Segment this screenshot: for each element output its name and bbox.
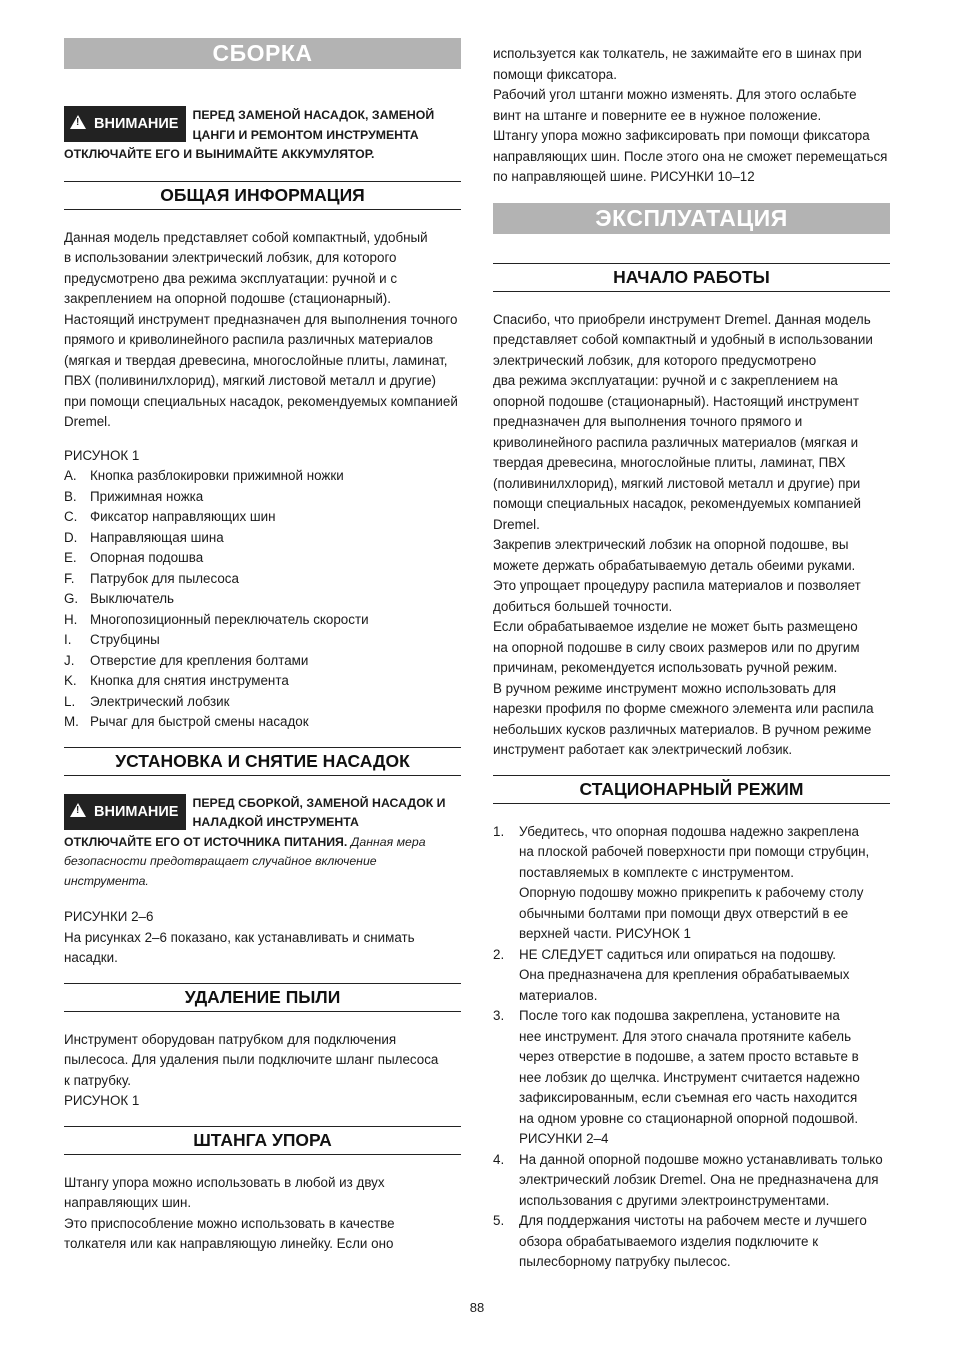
right-column bbox=[493, 44, 890, 1273]
left-column bbox=[64, 38, 461, 1255]
list-item: 2. НЕ СЛЕДУЕТ садиться или опираться на подошву. Она предназначена для крепления обрабатываемых материалов. bbox=[493, 946, 850, 1003]
text-line: Спасибо, что приобрели инструмент Dremel. Данная модель bbox=[493, 311, 871, 327]
list-item: J. Отверстие для крепления болтами bbox=[64, 652, 309, 668]
text-line: Настоящий инструмент предназначен для выполнения точного bbox=[64, 311, 458, 327]
section-heading-general: ОБЩАЯ ИНФОРМАЦИЯ bbox=[64, 181, 461, 210]
warning-line: НАЛАДКОЙ ИНСТРУМЕНТА bbox=[192, 815, 359, 829]
text-line: при помощи специальных насадок, рекомендуемых компанией bbox=[64, 393, 458, 409]
text-line: прямого и криволинейного распила различных материалов bbox=[64, 332, 433, 347]
text-line: в использовании электрический лобзик, для которого bbox=[64, 250, 397, 265]
text-line: насадки. bbox=[64, 950, 118, 965]
text-line: используется как толкатель, не зажимайте его в шинах при bbox=[493, 46, 862, 61]
text-line: два режима эксплуатации: ручной и с закреплением на bbox=[493, 373, 838, 388]
text-line: Данная модель представляет собой компактный, удобный bbox=[64, 229, 428, 245]
list-item: M. Рычаг для быстрой смены насадок bbox=[64, 714, 309, 729]
list-item: G. Выключатель bbox=[64, 591, 175, 606]
list-item: 3. После того как подошва закреплена, установите на нее инструмент. Для этого сначала протяните кабель через отверстие в подошве, а затем просто вставьте в нее лобзик до щелчка. Инструмент считается надежно зафиксированным, если съемная его часть находится на одном уровне со стационарной опорной подошвой. РИСУНКИ 2–4 bbox=[493, 1008, 860, 1146]
warning-line: ЦАНГИ И РЕМОНТОМ ИНСТРУМЕНТА bbox=[192, 127, 419, 142]
text-line: Штангу упора можно зафиксировать при помощи фиксатора bbox=[493, 128, 870, 143]
section-heading-install: УСТАНОВКА И СНЯТИЕ НАСАДОК bbox=[64, 747, 461, 776]
list-item: L. Электрический лобзик bbox=[64, 693, 230, 709]
figure-ref: РИСУНОК 1 bbox=[64, 447, 140, 463]
text-line: предназначен для выполнения точного прямого и bbox=[493, 414, 803, 429]
figure-ref: РИСУНКИ 2–6 bbox=[64, 909, 154, 924]
list-item: 5. Для поддержания чистоты на рабочем месте и лучшего обзора обрабатываемого изделия подключите к пылесборному патрубку пылесос. bbox=[493, 1213, 867, 1269]
text-line: Штангу упора можно использовать в любой из двух bbox=[64, 1174, 385, 1190]
text-line: электрический лобзик, для которого предусмотрено bbox=[493, 352, 817, 368]
section-heading-start: НАЧАЛО РАБОТЫ bbox=[493, 263, 890, 292]
page-number: 88 bbox=[469, 1300, 485, 1315]
list-item: I. Струбцины bbox=[64, 632, 160, 647]
text-line: направляющих шин. bbox=[64, 1195, 192, 1210]
text-line: толкателя или как направляющую линейку. Если оно bbox=[64, 1236, 394, 1251]
start-text bbox=[493, 310, 890, 761]
text-line: причинам, рекомендуется использовать ручной режим. bbox=[493, 660, 838, 675]
warning-triangle-icon bbox=[70, 115, 86, 129]
text-line: (мягкая и твердая древесина, многослойные плиты, ламинат, bbox=[64, 352, 448, 368]
list-item: 1. Убедитесь, что опорная подошва надежно закреплена на плоской рабочей поверхности при помощи струбцин, поставляемых в комплекте с инструментом. Опорную подошву можно прикрепить к рабочему столу обычными болтами при помощи двух отверстий в ее верхней части. РИСУНОК 1 bbox=[493, 823, 870, 941]
warning-line: инструмента. bbox=[64, 873, 149, 888]
warning-block-1 bbox=[64, 106, 461, 165]
warning-block-2 bbox=[64, 794, 461, 892]
warning-line: ПЕРЕД СБОРКОЙ, ЗАМЕНОЙ НАСАДОК И bbox=[192, 795, 446, 810]
list-item: D. Направляющая шина bbox=[64, 529, 224, 545]
text-line: пылесоса. Для удаления пыли подключите шланг пылесоса bbox=[64, 1052, 439, 1067]
figure-ref: РИСУНОК 1 bbox=[64, 1093, 140, 1108]
text-line: нарезки профиля по форме смежного элемента или распила bbox=[493, 701, 874, 716]
text-line: ПВХ (поливинилхлорид), мягкий листовой металл и другие) bbox=[64, 373, 436, 388]
text-line: твердая древесина, многослойные плиты, ламинат, ПВХ bbox=[493, 455, 846, 470]
warning-line: ОТКЛЮЧАЙТЕ ЕГО ОТ ИСТОЧНИКА ПИТАНИЯ. Данная мера bbox=[64, 834, 426, 849]
text-line: небольших кусков различных материалов. В ручном режиме bbox=[493, 721, 872, 737]
section-banner-operation: ЭКСПЛУАТАЦИЯ bbox=[493, 203, 890, 234]
text-line: Инструмент оборудован патрубком для подключения bbox=[64, 1031, 397, 1047]
section-heading-stationary: СТАЦИОНАРНЫЙ РЕЖИМ bbox=[493, 775, 890, 804]
text-line: помощи специальных насадок, рекомендуемых компанией bbox=[493, 496, 861, 511]
parts-list bbox=[64, 466, 461, 733]
text-line: к патрубку. bbox=[64, 1072, 132, 1088]
section-heading-bar: ШТАНГА УПОРА bbox=[64, 1126, 461, 1155]
text-line: Рабочий угол штанги можно изменять. Для этого ослабьте bbox=[493, 87, 857, 102]
text-line: помощи фиксатора. bbox=[493, 66, 617, 82]
list-item: B. Прижимная ножка bbox=[64, 488, 204, 504]
list-item: H. Многопозиционный переключатель скорости bbox=[64, 611, 369, 627]
text-line: Это приспособление можно использовать в качестве bbox=[64, 1215, 395, 1231]
warning-line: безопасности предотвращает случайное включение bbox=[64, 854, 377, 868]
steps-list bbox=[493, 822, 890, 1273]
text-line: на опорной подошве в силу своих размеров или по другим bbox=[493, 639, 860, 655]
text-line: винт на штанге и поверните ее в нужное положение. bbox=[493, 107, 822, 123]
text-line: по направляющей шине. РИСУНКИ 10–12 bbox=[493, 169, 755, 184]
text-line: направляющих шин. После этого она не сможет перемещаться bbox=[493, 148, 888, 164]
text-line: В ручном режиме инструмент можно использовать для bbox=[493, 680, 837, 696]
list-item: F. Патрубок для пылесоса bbox=[64, 570, 239, 586]
text-line: криволинейного распила различных материалов (мягкая и bbox=[493, 434, 859, 450]
warning-line: ПЕРЕД ЗАМЕНОЙ НАСАДОК, ЗАМЕНОЙ bbox=[192, 108, 435, 122]
text-line: закреплением на опорной подошве (стационарный). bbox=[64, 291, 391, 306]
text-line: можете держать обрабатываемую деталь обеими руками. bbox=[493, 557, 856, 573]
list-item: E. Опорная подошва bbox=[64, 550, 204, 565]
text-line: Dremel. bbox=[493, 516, 540, 532]
list-item: K. Кнопка для снятия инструмента bbox=[64, 673, 289, 688]
text-line: (поливинилхлорид), мягкий листовой металл и другие) при bbox=[493, 475, 861, 491]
list-item: A. Кнопка разблокировки прижимной ножки bbox=[64, 468, 344, 483]
warning-line: ОТКЛЮЧАЙТЕ ЕГО И ВЫНИМАЙТЕ АККУМУЛЯТОР. bbox=[64, 147, 375, 161]
text-line: добиться большей точности. bbox=[493, 598, 673, 614]
section-banner-assembly: СБОРКА bbox=[64, 38, 461, 69]
section-heading-dust: УДАЛЕНИЕ ПЫЛИ bbox=[64, 983, 461, 1012]
warning-badge: !ВНИМАНИЕ bbox=[64, 106, 186, 142]
text-line: инструмент работает как электрический лобзик. bbox=[493, 742, 793, 757]
text-line: представляет собой компактный и удобный в использовании bbox=[493, 332, 873, 347]
warning-triangle-icon bbox=[70, 803, 86, 817]
warning-badge: !ВНИМАНИЕ bbox=[64, 794, 186, 830]
list-item: C. Фиксатор направляющих шин bbox=[64, 509, 276, 524]
list-item: 4. На данной опорной подошве можно устанавливать только электрический лобзик Dremel. Она не предназначена для использования с другими электроинструментами. bbox=[493, 1151, 883, 1208]
text-line: На рисунках 2–6 показано, как устанавливать и снимать bbox=[64, 929, 415, 945]
text-line: Dremel. bbox=[64, 414, 111, 429]
text-line: Закрепив электрический лобзик на опорной подошве, вы bbox=[493, 537, 849, 552]
general-text bbox=[64, 228, 461, 433]
text-line: Если обрабатываемое изделие не может быть размещено bbox=[493, 619, 858, 634]
text-line: предусмотрено два режима эксплуатации: ручной и с bbox=[64, 270, 398, 286]
text-line: опорной подошве (стационарный). Настоящий инструмент bbox=[493, 393, 859, 409]
text-line: Это упрощает процедуру распила материалов и позволяет bbox=[493, 578, 861, 593]
